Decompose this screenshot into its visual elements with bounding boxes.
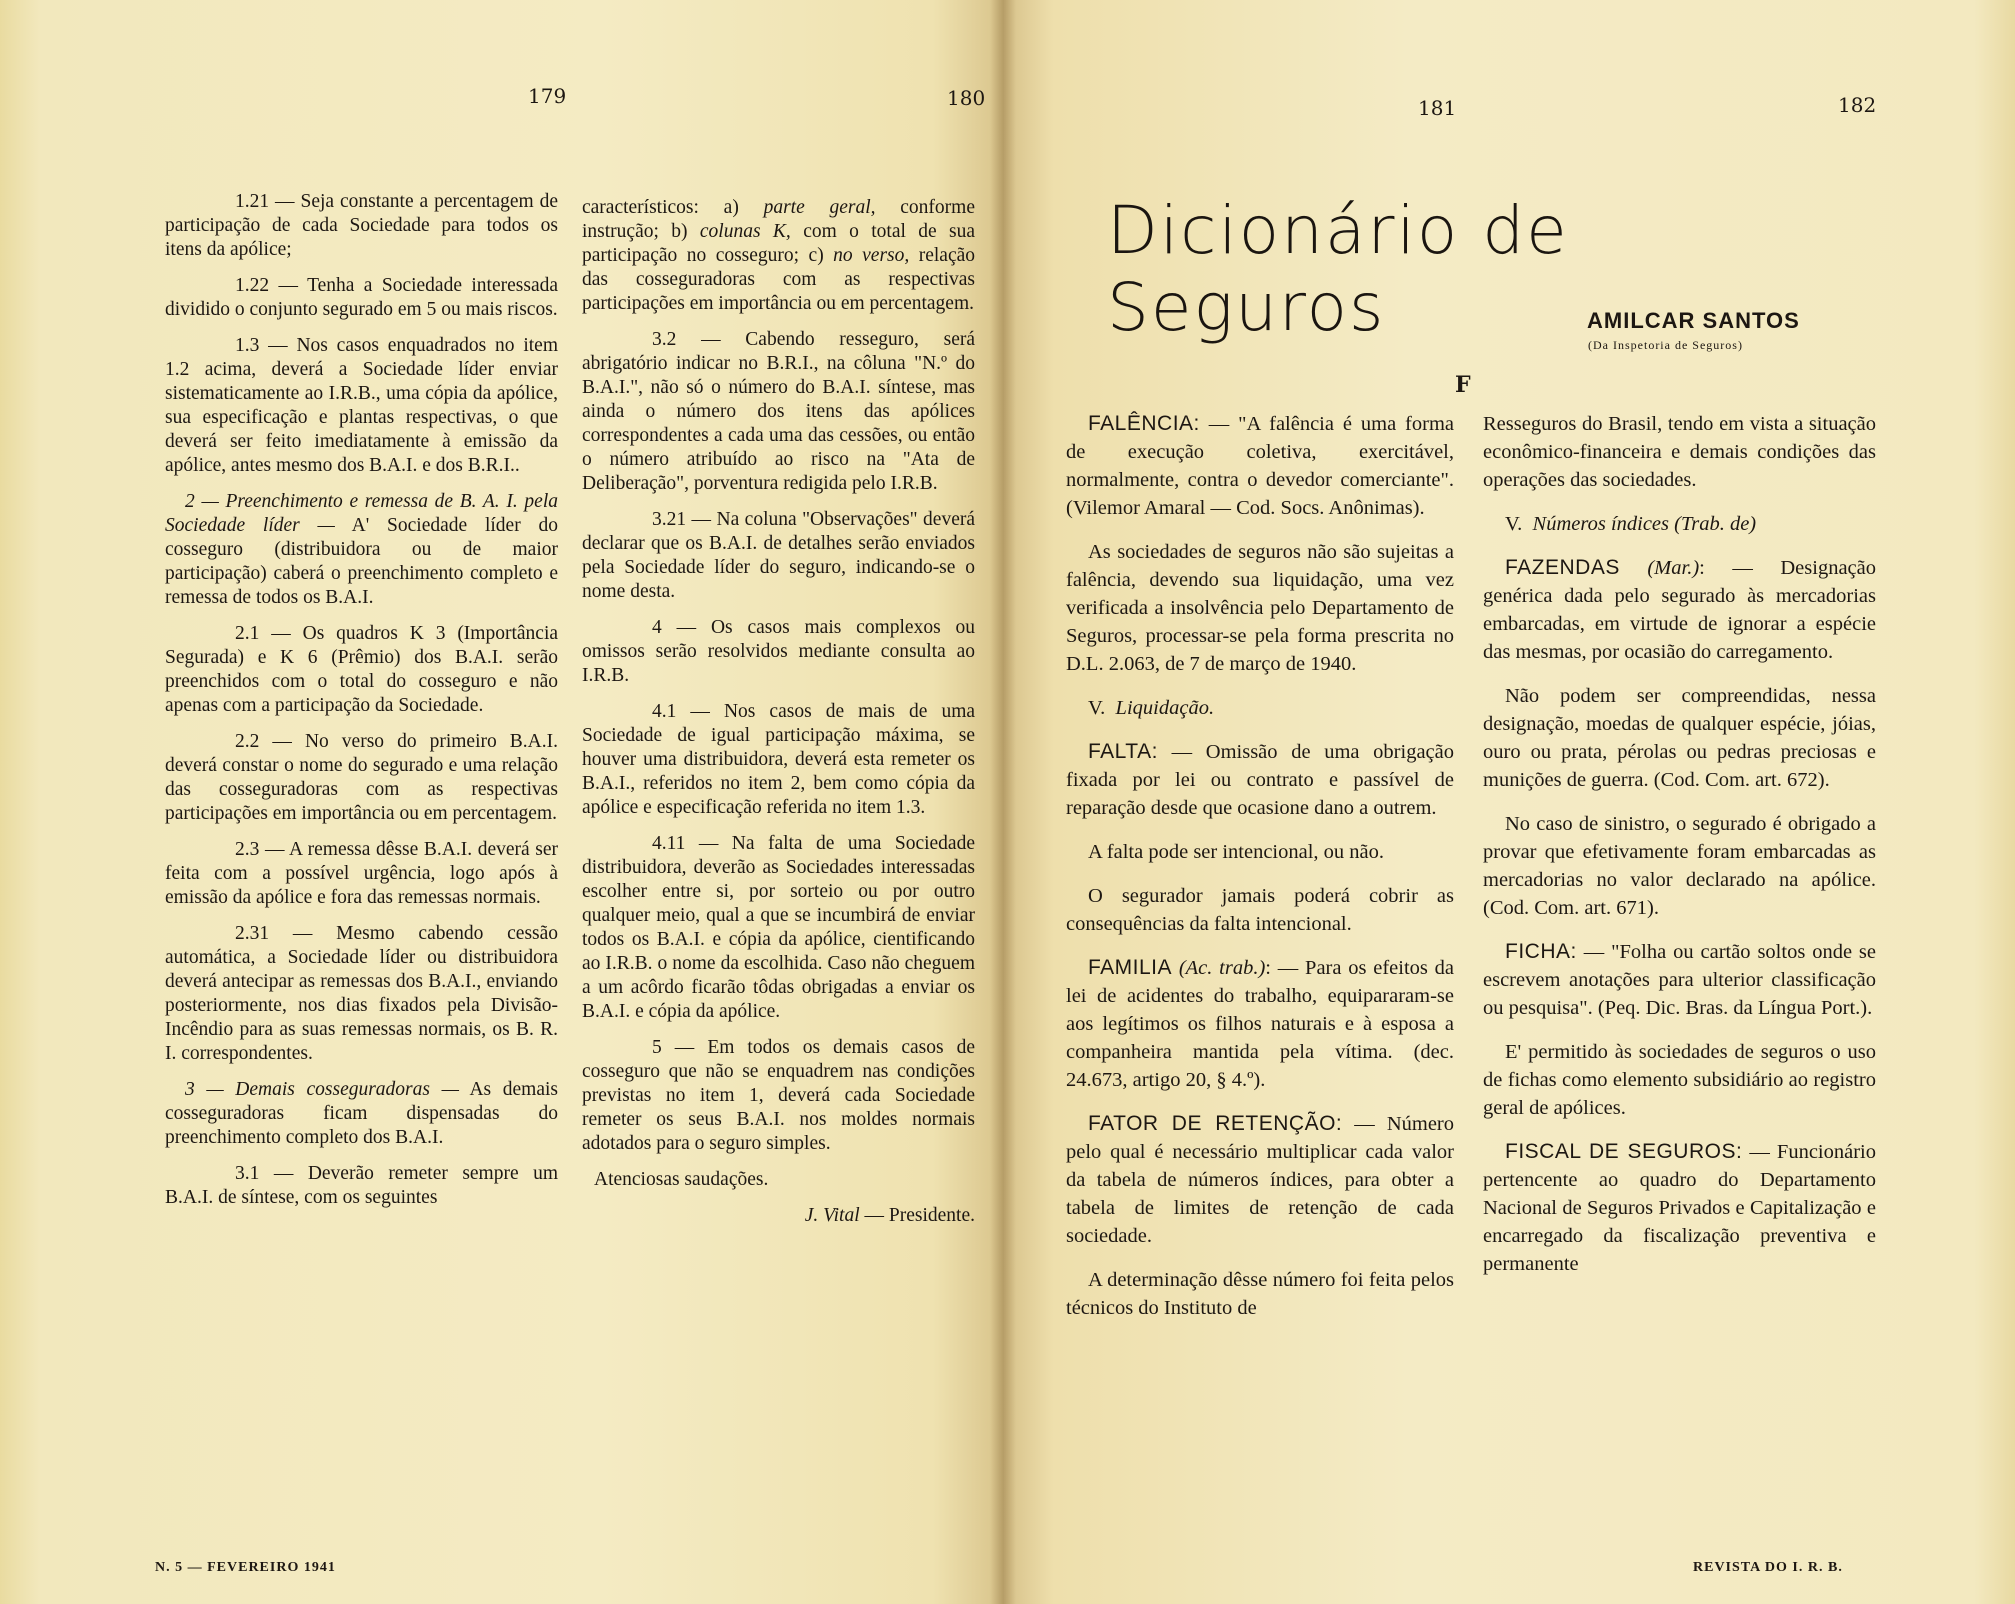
paragraph: E' permitido às sociedades de seguros o uso de fichas como elemento subsidiário ao registro geral de apólices. bbox=[1483, 1041, 1876, 1119]
paragraph: 3.21 — Na coluna "Observações" deverá declarar que os B.A.I. de detalhes serão enviados pela Sociedade líder do seguro, indicando-se o nome desta. bbox=[582, 509, 976, 602]
headword: FAMILIA bbox=[1088, 956, 1173, 979]
page-number-182: 182 bbox=[1838, 93, 1877, 117]
paragraph: Não podem ser compreendidas, nessa designação, moedas de qualquer espécie, jóias, ouro ou prata, pérolas ou pedras preciosas e munições de guerra. (Cod. Com. art. 672). bbox=[1483, 685, 1876, 791]
signature: J. Vital — Presidente. bbox=[804, 1205, 975, 1226]
paragraph: 2.1 — Os quadros K 3 (Importância Segurada) e K 6 (Prêmio) dos B.A.I. serão preenchidos com o total do cosseguro e não apenas com a participação da Sociedade. bbox=[165, 623, 559, 716]
paragraph: O segurador jamais poderá cobrir as consequências da falta intencional. bbox=[1066, 885, 1454, 935]
paragraph: No caso de sinistro, o segurado é obrigado a provar que efetivamente foram embarcadas as mercadorias no valor declarado na apólice. (Cod. Com. art. 671). bbox=[1483, 813, 1876, 919]
paragraph: 5 — Em todos os demais casos de cosseguro que não se enquadrem nas condições previstas no item 1, deverá cada Sociedade remeter os seus B.A.I. nos moldes normais adotados para o seguro simples. bbox=[582, 1037, 975, 1154]
section-letter: F bbox=[1455, 372, 1471, 398]
paragraph: 1.22 — Tenha a Sociedade interessada dividido o conjunto segurado em 5 ou mais riscos. bbox=[165, 275, 558, 320]
paragraph: As sociedades de seguros não são sujeitas a falência, devendo sua liquidação, uma vez verificada a insolvência pelo Departamento de Seguros, processar-se pela forma prescrita no D.L. 2.063, de 7 de março de 1940. bbox=[1066, 541, 1454, 675]
entry-fator-de-retencao: FATOR DE RETENÇÃO: — Número pelo qual é necessário multiplicar cada valor da tabela de números índices, para obter a tabela de limites de retenção de cada sociedade. bbox=[1066, 1112, 1455, 1247]
paragraph: 2.3 — A remessa dêsse B.A.I. deverá ser feita com a possível urgência, logo após à emissão da apólice e fora das remessas normais. bbox=[165, 839, 558, 908]
footer-issue: N. 5 — FEVEREIRO 1941 bbox=[155, 1560, 336, 1575]
author-name: AMILCAR SANTOS bbox=[1587, 308, 1800, 333]
paragraph: A falta pode ser intencional, ou não. bbox=[1088, 841, 1385, 863]
page-number-179: 179 bbox=[528, 84, 567, 108]
headword: FALÊNCIA: bbox=[1088, 412, 1200, 435]
paragraph: 1.21 — Seja constante a percentagem de participação de cada Sociedade para todos os itens da apólice; bbox=[165, 191, 559, 260]
paragraph: 3.1 — Deverão remeter sempre um B.A.I. de síntese, com os seguintes bbox=[165, 1163, 559, 1208]
paragraph: 4.1 — Nos casos de mais de uma Sociedade de igual participação máxima, se houver uma distribuidora, deverá esta remeter os B.A.I., referidos no item 2, bem como cópia da apólice e especificação referida no item 1.3. bbox=[582, 701, 976, 818]
entry-fiscal-de-seguros: FISCAL DE SEGUROS: — Funcionário pertencente ao quadro do Departamento Nacional de Seguros Privados e Capitalização e encarregado da fiscalização preventiva e permanente bbox=[1483, 1140, 1877, 1275]
column-page-180 bbox=[582, 196, 975, 1240]
headword: FISCAL DE SEGUROS: bbox=[1505, 1140, 1743, 1163]
footer-journal: REVISTA DO I. R. B. bbox=[1693, 1560, 1843, 1575]
page-number-181: 181 bbox=[1418, 96, 1457, 120]
paragraph: A determinação dêsse número foi feita pelos técnicos do Instituto de bbox=[1066, 1269, 1454, 1319]
book-gutter bbox=[990, 0, 1016, 1604]
see-also: V. Liquidação. bbox=[1088, 697, 1215, 719]
paragraph: 2.31 — Mesmo cabendo cessão automática, a Sociedade líder ou distribuidora deverá antecipar as remessas dos B.A.I., enviando posteriormente, nos dias fixados pela Divisão-Incêndio para as suas remessas normais, os B. R. I. correspondentes. bbox=[165, 923, 559, 1064]
paragraph: Resseguros do Brasil, tendo em vista a situação econômico-financeira e demais condições das operações das sociedades. bbox=[1483, 413, 1876, 491]
paragraph: 1.3 — Nos casos enquadrados no item 1.2 acima, deverá a Sociedade líder enviar sistematicamente ao I.R.B., uma cópia da apólice, sua especificação e plantas respectivas, o que deverá ser feito imediatamente à emissão da apólice, antes mesmo dos B.A.I. e dos B.R.I.. bbox=[165, 335, 558, 476]
column-page-179 bbox=[165, 190, 558, 1222]
see-also: V. Números índices (Trab. de) bbox=[1505, 513, 1757, 535]
headword: FAZENDAS bbox=[1505, 556, 1620, 579]
entry-ficha: FICHA: — "Folha ou cartão soltos onde se escrevem anotações para ulterior classificação ou pesquisa". (Peq. Dic. Bras. da Língua Port.). bbox=[1483, 940, 1877, 1019]
column-page-182 bbox=[1483, 410, 1876, 1294]
headword: FATOR DE RETENÇÃO: bbox=[1088, 1112, 1343, 1135]
column-page-181 bbox=[1066, 410, 1454, 1338]
paragraph: 4 — Os casos mais complexos ou omissos serão resolvidos mediante consulta ao I.R.B. bbox=[582, 617, 976, 686]
headword: FICHA: bbox=[1505, 940, 1577, 963]
paragraph: característicos: a) parte geral, conforme instrução; b) colunas K, com o total de sua participação no cosseguro; c) no verso, relação das cosseguradoras com as respectivas participações em importância ou em percentagem. bbox=[582, 197, 976, 314]
paragraph: 2.2 — No verso do primeiro B.A.I. deverá constar o nome do segurado e uma relação das cosseguradoras com as respectivas participações em importância ou em percentagem. bbox=[165, 731, 558, 824]
entry-familia: FAMILIA (Ac. trab.): — Para os efeitos da lei de acidentes do trabalho, equipararam-se aos legítimos os filhos naturais e à esposa a companheira mantida pela vítima. (dec. 24.673, artigo 20, § 4.º). bbox=[1066, 956, 1455, 1091]
entry-fazendas: FAZENDAS (Mar.): — Designação genérica dada pelo segurado às mercadorias embarcadas, em virtude de ignorar a espécie das mesmas, por ocasião do carregamento. bbox=[1483, 556, 1876, 663]
article-title: Dicionário de Seguros bbox=[1107, 192, 1569, 346]
paragraph: 4.11 — Na falta de uma Sociedade distribuidora, deverão as Sociedades interessadas escolher entre si, por sorteio ou por outro qualquer meio, qual a que se incumbirá de enviar todos os B.A.I. e cópia da apólice, cientificando ao I.R.B. o nome da escolhida. Caso não cheguem a um acôrdo ficarão tôdas obrigadas a enviar os B.A.I. e cópia da apólice. bbox=[582, 833, 975, 1022]
author-affiliation: (Da Inspetoria de Seguros) bbox=[1588, 338, 1743, 352]
closing: Atenciosas saudações. bbox=[594, 1169, 769, 1190]
entry-falta: FALTA: — Omissão de uma obrigação fixada por lei ou contrato e passível de reparação desde que ocasione dano a outrem. bbox=[1066, 740, 1454, 819]
paragraph: 3.2 — Cabendo resseguro, será abrigatório indicar no B.R.I., na côluna "N.º do B.A.I.", não só o número do B.A.I. síntese, mas ainda o número dos itens das apólices correspondentes a cada uma das cessões, ou então o número atribuído ao risco na "Ata de Deliberação", porventura redigida pelo I.R.B. bbox=[582, 329, 975, 494]
page-number-180: 180 bbox=[947, 86, 986, 110]
paragraph: 3 — Demais cosseguradoras — As demais cosseguradoras ficam dispensadas do preenchimento completo dos B.A.I. bbox=[165, 1079, 558, 1148]
entry-falencia: FALÊNCIA: — "A falência é uma forma de execução coletiva, exercitável, normalmente, contra o devedor comerciante". (Vilemor Amaral — Cod. Socs. Anônimas). bbox=[1066, 412, 1455, 519]
paragraph: 2 — Preenchimento e remessa de B. A. I. pela Sociedade líder — A' Sociedade líder do cosseguro (distribuidora ou de maior participação) caberá o preenchimento completo e remessa de todos os B.A.I. bbox=[165, 491, 558, 608]
headword: FALTA: bbox=[1088, 740, 1158, 763]
